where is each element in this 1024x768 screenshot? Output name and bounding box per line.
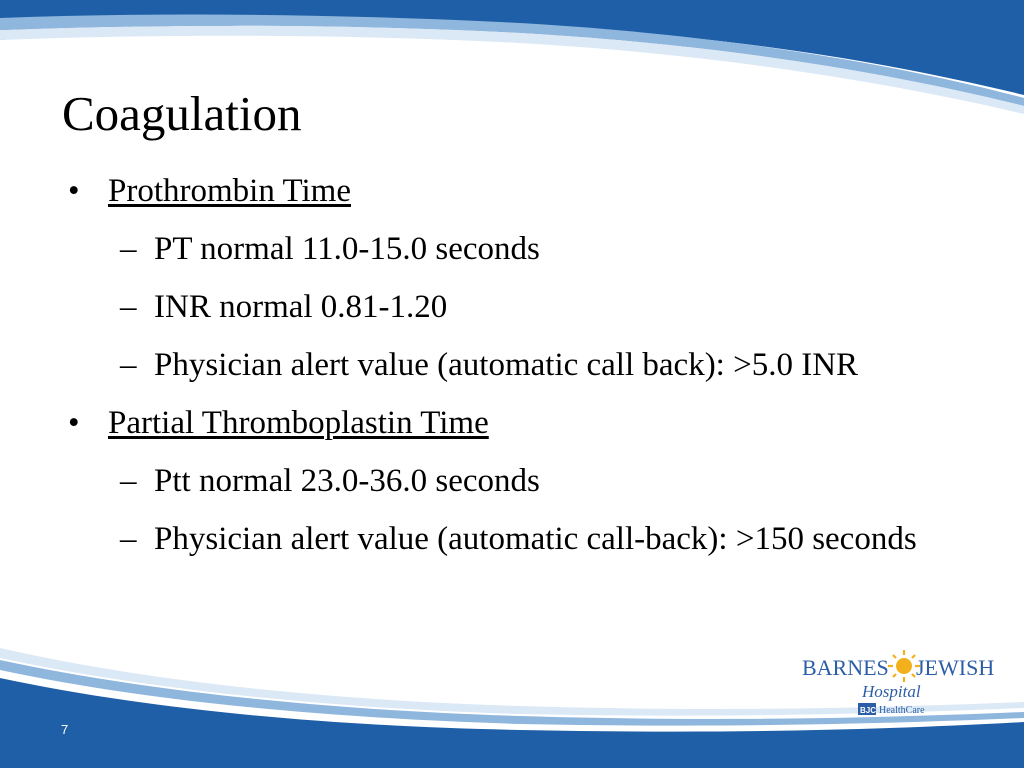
section-heading-label: Prothrombin Time	[108, 173, 351, 209]
svg-text:JEWISH: JEWISH	[916, 655, 995, 680]
bullet-icon: •	[68, 173, 80, 209]
svg-text:BARNES: BARNES	[802, 655, 889, 680]
svg-text:Hospital: Hospital	[862, 682, 921, 701]
slide-number: 7	[61, 722, 69, 737]
slide-content	[68, 168, 968, 574]
svg-text:BJC: BJC	[860, 706, 877, 715]
list-item	[120, 458, 950, 504]
section-heading-ptt	[68, 400, 968, 446]
list-item	[120, 284, 950, 330]
list-item-text: Physician alert value (automatic call back): >5.0 INR	[154, 347, 859, 383]
slide-title: Coagulation	[62, 86, 302, 141]
list-item-text: Physician alert value (automatic call-back): >150 seconds	[154, 521, 917, 557]
list-item	[120, 342, 950, 388]
dash-icon: –	[120, 347, 137, 383]
section-heading-prothrombin	[68, 168, 968, 214]
svg-text:HealthCare: HealthCare	[879, 705, 925, 716]
section-heading-label: Partial Thromboplastin Time	[108, 405, 489, 441]
list-item-text: PT normal 11.0-15.0 seconds	[154, 231, 540, 267]
list-item-text: Ptt normal 23.0-36.0 seconds	[154, 463, 540, 499]
list-item	[120, 516, 950, 562]
bullet-icon: •	[68, 405, 80, 441]
list-item	[120, 226, 950, 272]
list-item-text: INR normal 0.81-1.20	[154, 289, 448, 325]
dash-icon: –	[120, 463, 137, 499]
dash-icon: –	[120, 231, 137, 267]
dash-icon: –	[120, 289, 137, 325]
barnes-jewish-logo	[800, 645, 995, 720]
dash-icon: –	[120, 521, 137, 557]
